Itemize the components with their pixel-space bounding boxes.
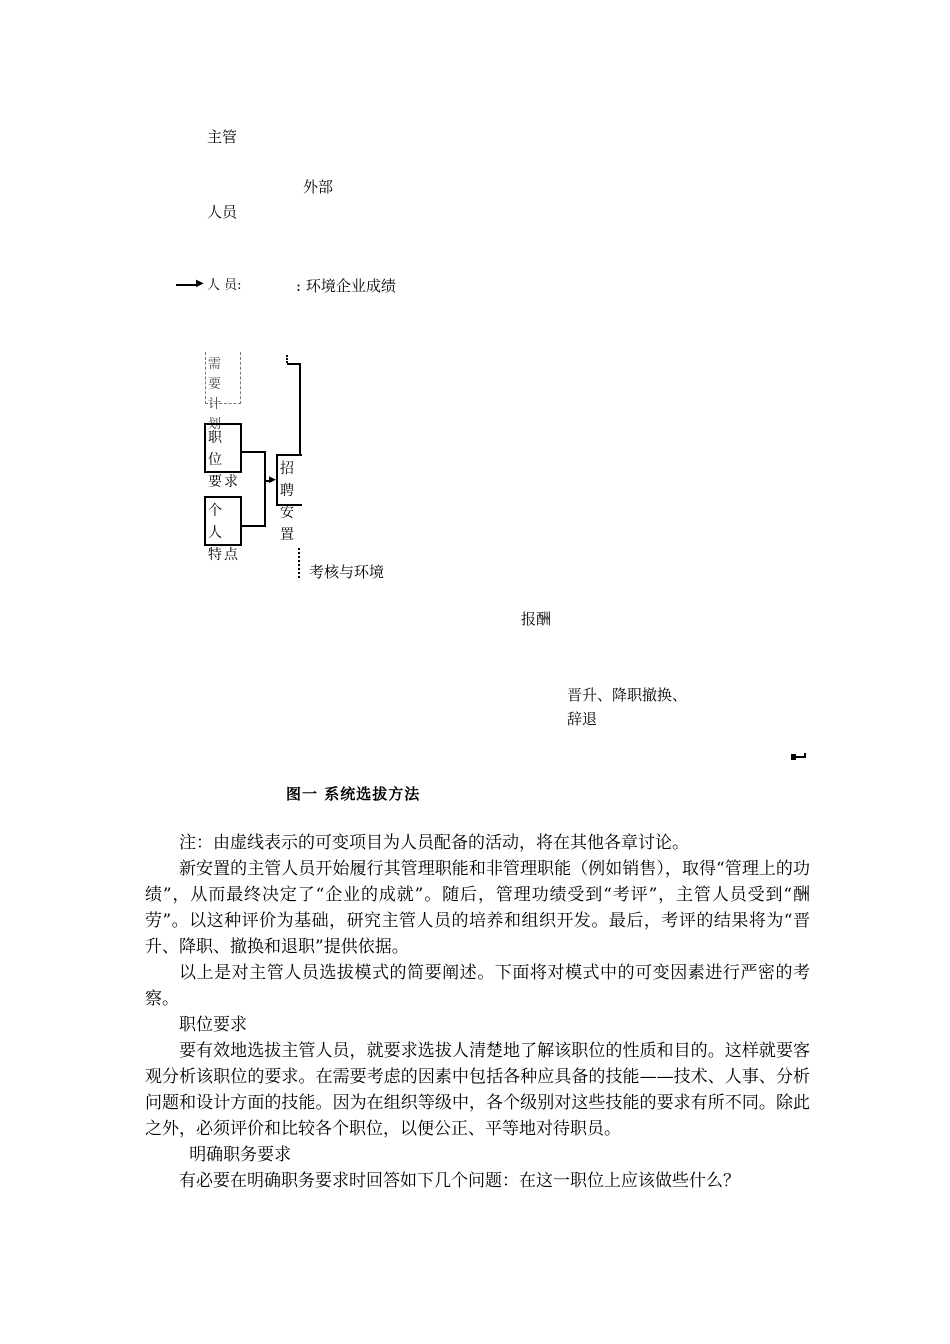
box-recruit-line1: 招聘 xyxy=(280,461,296,499)
box-position-line1: 职 位 xyxy=(208,430,224,468)
label-promotion-line2: 辞退 xyxy=(567,710,598,728)
figure-caption: 图一 系统选拔方法 xyxy=(286,785,421,803)
box-recruit-line2: 安置 xyxy=(280,505,296,543)
paragraph-new-placement: 新安置的主管人员开始履行其管理职能和非管理职能（例如销售），取得“管理上的功绩”，从而最终决定了“企业的成就”。随后，管理功绩受到“考评”，主管人员受到“酬劳”。以这种评价为基础，研究主管人员的培养和组织开发。最后，考评的结果将为“晋升、降职、撤换和退职”提供依据。 xyxy=(145,859,810,957)
box-position-line2: 要求 xyxy=(208,474,240,490)
box-personal-line2: 特点 xyxy=(208,547,240,563)
label-partial-personnel: 人 员: xyxy=(207,278,242,293)
arrow-line xyxy=(176,284,198,286)
arrow-head-icon: ▶ xyxy=(196,278,204,289)
box-need-plan-line2: 计 划 xyxy=(208,397,224,432)
box-position-requirement xyxy=(204,423,242,490)
heading-position-requirements: 职位要求 xyxy=(179,1015,247,1035)
feedback-line-vertical xyxy=(299,363,301,454)
return-arrow-icon xyxy=(789,751,807,763)
paragraph-position-requirements: 要有效地选拔主管人员，就要求选拔人清楚地了解该职位的性质和目的。这样就要客观分析该职位的要求。在需要考虑的因素中包括各种应具备的技能——技术、人事、分析问题和设计方面的技能。因为在组织等级中，各个级别对这些技能的要求有所不同。除此之外，必须评价和比较各个职位，以便公正、平等地对待职员。 xyxy=(145,1041,810,1139)
label-reward: 报酬 xyxy=(521,610,552,628)
connector-personal xyxy=(242,525,266,527)
box-need-plan-line1: 需 要 xyxy=(208,357,224,392)
paragraph-note: 注：由虚线表示的可变项目为人员配备的活动，将在其他各章讨论。 xyxy=(179,833,689,853)
paragraph-summary: 以上是对主管人员选拔模式的简要阐述。下面将对模式中的可变因素进行严密的考察。 xyxy=(145,963,810,1009)
box-personal-traits xyxy=(204,496,242,563)
connector-position xyxy=(242,451,266,453)
label-environment: : 环境企业成绩 xyxy=(296,277,396,295)
paragraph-questions: 有必要在明确职务要求时回答如下几个问题：在这一职位上应该做些什么？ xyxy=(179,1171,740,1191)
label-assessment: 考核与环境 xyxy=(309,563,385,581)
feedback-line-dashed xyxy=(286,355,288,363)
box-personal-line1: 个 人 xyxy=(208,503,224,541)
connector-vertical xyxy=(264,451,266,527)
label-promotion-line1: 晋升、降职撤换、 xyxy=(567,686,688,704)
body-text xyxy=(145,830,810,1194)
label-personnel: 人员 xyxy=(207,203,238,221)
assessment-dashed-line xyxy=(298,548,300,578)
box-need-plan xyxy=(205,352,241,432)
box-recruit-placement xyxy=(276,454,302,543)
arrow-head-icon: ▶ xyxy=(269,475,276,485)
label-external: 外部 xyxy=(303,178,334,196)
label-supervisor: 主管 xyxy=(207,128,238,146)
heading-clarify-duty: 明确职务要求 xyxy=(189,1145,292,1165)
